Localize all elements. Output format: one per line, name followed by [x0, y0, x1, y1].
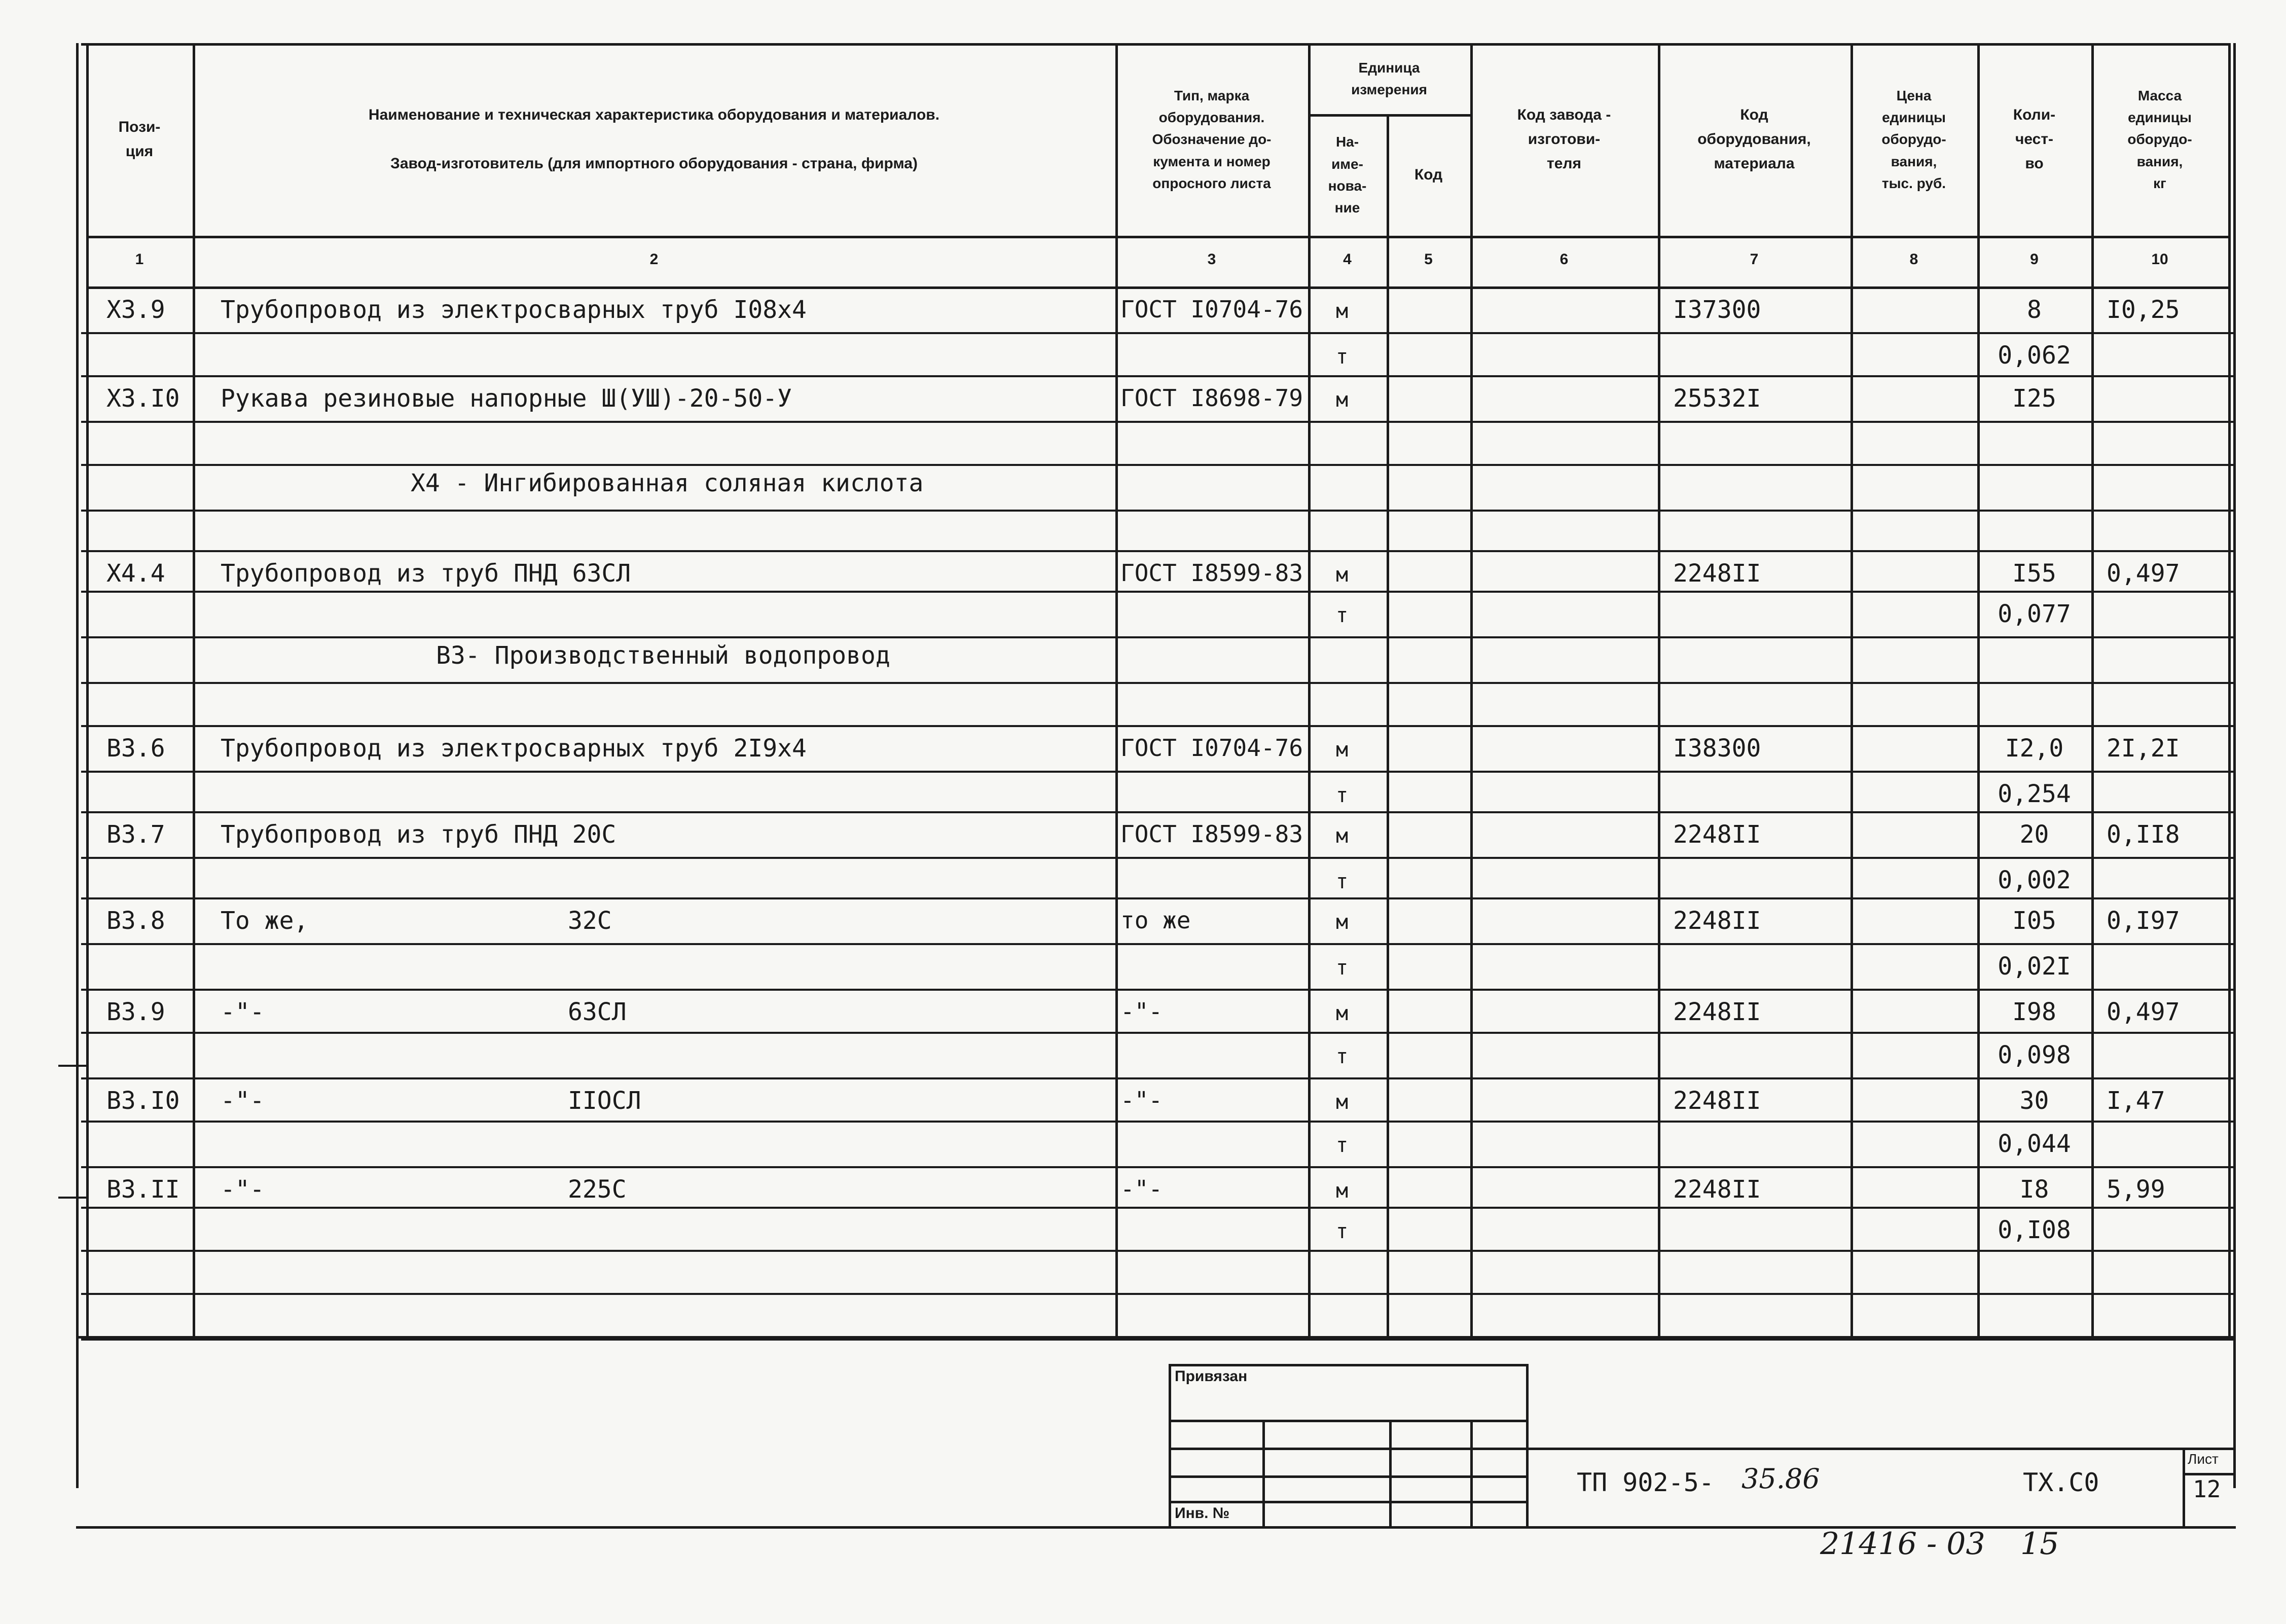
column-number: 5	[1424, 251, 1433, 268]
table-row-divider	[81, 857, 2236, 859]
row-equipment-code: 2248II	[1673, 1087, 1761, 1115]
column-number: 6	[1559, 251, 1569, 268]
sheet-box-left	[2183, 1448, 2185, 1526]
row-document: ГОСТ I0704-76	[1120, 734, 1303, 762]
row-unit: т	[1336, 870, 1349, 893]
table-row-divider	[81, 1166, 2236, 1168]
row-quantity: 20	[2019, 820, 2049, 849]
row-name: -"-	[221, 1175, 265, 1204]
table-row-divider	[81, 464, 2236, 466]
row-document: ГОСТ I0704-76	[1120, 296, 1303, 323]
row-quantity: 8	[2027, 296, 2042, 324]
row-unit: т	[1336, 604, 1349, 627]
header-bottom-border	[86, 236, 2228, 238]
column-number: 10	[2151, 251, 2168, 268]
row-document: -"-	[1120, 1087, 1163, 1114]
row-unit-mass: 0,497	[2107, 998, 2180, 1026]
row-unit: т	[1336, 784, 1349, 807]
row-equipment-code: 2248II	[1673, 820, 1761, 849]
header-quantity: Коли- чест- во	[2013, 106, 2056, 172]
row-unit: т	[1336, 1220, 1349, 1243]
row-quantity: 30	[2019, 1087, 2049, 1115]
row-quantity: I55	[2012, 559, 2056, 588]
table-column-divider	[1658, 43, 1660, 1339]
row-quantity: 0,I08	[1998, 1216, 2071, 1244]
row-name: Трубопровод из электросварных труб I08х4	[221, 296, 807, 324]
row-quantity: I25	[2012, 384, 2056, 413]
sheet-number: 12	[2193, 1475, 2221, 1503]
table-row-divider	[81, 375, 2236, 377]
row-quantity: I2,0	[2005, 734, 2064, 763]
row-unit: м	[1336, 738, 1349, 762]
table-row-divider	[81, 510, 2236, 512]
table-row-divider	[81, 897, 2236, 899]
row-equipment-code: I38300	[1673, 734, 1761, 763]
title-block-divider	[1389, 1420, 1392, 1526]
row-name: Трубопровод из электросварных труб 2I9х4	[221, 734, 807, 763]
row-equipment-code: 25532I	[1673, 384, 1761, 413]
column-number: 4	[1343, 251, 1352, 268]
row-name-size: 63СЛ	[568, 998, 627, 1026]
row-unit-mass: 0,497	[2107, 559, 2180, 588]
table-column-divider	[1115, 43, 1118, 1339]
table-row-divider	[81, 682, 2236, 684]
row-quantity: 0,062	[1998, 341, 2071, 370]
row-unit: т	[1336, 345, 1349, 369]
inventory-number-label: Инв. №	[1175, 1505, 1230, 1522]
row-position: Х4.4	[106, 559, 165, 588]
row-unit-mass: 5,99	[2107, 1175, 2165, 1204]
header-unit-group: Единица измерения	[1351, 59, 1427, 97]
table-row-divider	[81, 811, 2236, 813]
table-column-divider	[2091, 43, 2094, 1339]
document-code-handwritten: 35.86	[1741, 1463, 1820, 1495]
document-code: ТП 902-5-	[1577, 1468, 1714, 1497]
sheet-label: Лист	[2188, 1451, 2219, 1467]
row-name: Трубопровод из труб ПНД 63СЛ	[221, 559, 631, 588]
row-name: Трубопровод из труб ПНД 20С	[221, 820, 616, 849]
table-row-divider	[81, 421, 2236, 423]
row-position: Х3.9	[106, 296, 165, 324]
row-equipment-code: 2248II	[1673, 907, 1761, 935]
row-position: В3.8	[106, 907, 165, 935]
row-unit: т	[1336, 1134, 1349, 1157]
header-name: Наименование и техническая характеристика оборудования и материалов. Завод-изготовитель (для импортного оборудования - страна, фирма)	[368, 106, 940, 172]
row-document: ГОСТ I8599-83	[1120, 559, 1303, 587]
table-row-divider	[81, 1077, 2236, 1079]
table-column-divider	[1850, 43, 1853, 1339]
row-unit-mass: 2I,2I	[2107, 734, 2180, 763]
sheet-left-border	[76, 43, 79, 1488]
table-row-divider	[81, 1339, 2236, 1341]
table-row-divider	[81, 636, 2236, 638]
table-row-divider	[81, 1032, 2236, 1034]
title-block-top	[1169, 1364, 1526, 1366]
row-quantity: 0,254	[1998, 780, 2071, 808]
stamp-top-line	[1526, 1448, 2233, 1450]
title-block-right	[1526, 1364, 1529, 1526]
privyazan-label: Привязан	[1175, 1368, 1248, 1385]
column-number: 1	[135, 251, 144, 268]
row-unit-mass: 0,I97	[2107, 907, 2180, 935]
row-name: -"-	[221, 1087, 265, 1115]
sheet-right-border	[2233, 43, 2236, 1488]
row-quantity: 0,077	[1998, 600, 2071, 628]
column-number: 8	[1909, 251, 1918, 268]
table-row-divider	[81, 1121, 2236, 1123]
col-numbers-bottom-border	[86, 286, 2228, 289]
title-block-divider	[1262, 1420, 1265, 1526]
table-row-divider	[81, 332, 2236, 334]
header-unit-code: Код	[1414, 166, 1443, 183]
row-equipment-code: 2248II	[1673, 559, 1761, 588]
table-row-divider	[81, 1250, 2236, 1252]
header-type-document: Тип, марка оборудования. Обозначение до- кумента и номер опросного листа	[1152, 87, 1272, 192]
header-factory-code: Код завода - изготови- теля	[1517, 106, 1611, 172]
table-row-divider	[81, 591, 2236, 593]
header-equipment-code: Код оборудования, материала	[1697, 106, 1811, 172]
row-document: ГОСТ I8599-83	[1120, 820, 1303, 848]
row-position: В3.II	[106, 1175, 180, 1204]
table-row-divider	[81, 943, 2236, 945]
column-number: 9	[2030, 251, 2039, 268]
row-unit: м	[1336, 1002, 1349, 1025]
margin-tick	[58, 1197, 86, 1199]
row-quantity: I8	[2019, 1175, 2049, 1204]
row-quantity: 0,02I	[1998, 952, 2071, 981]
section-heading-v3: В3- Производственный водопровод	[436, 641, 890, 670]
row-position: Х3.I0	[106, 384, 180, 413]
row-unit: м	[1336, 300, 1349, 323]
table-column-divider	[2228, 43, 2231, 1339]
table-row-divider	[81, 550, 2236, 552]
row-quantity: I05	[2012, 907, 2056, 935]
header-unit-price: Цена единицы оборудо- вания, тыс. руб.	[1881, 87, 1946, 192]
row-name-size: IIОСЛ	[568, 1087, 641, 1115]
table-row-divider	[81, 989, 2236, 991]
row-position: В3.6	[106, 734, 165, 763]
row-position: В3.I0	[106, 1087, 180, 1115]
row-equipment-code: I37300	[1673, 296, 1761, 324]
table-column-divider	[86, 43, 89, 1339]
row-unit: м	[1336, 1091, 1349, 1114]
row-document: то же	[1120, 907, 1191, 934]
row-position: В3.7	[106, 820, 165, 849]
row-document: -"-	[1120, 1175, 1163, 1203]
table-row-divider	[81, 1293, 2236, 1295]
row-document: -"-	[1120, 998, 1163, 1025]
row-position: В3.9	[106, 998, 165, 1026]
column-number: 3	[1207, 251, 1216, 268]
section-heading-x4: Х4 - Ингибированная соляная кислота	[411, 469, 924, 497]
table-column-divider	[1387, 114, 1389, 1339]
row-unit: т	[1336, 956, 1349, 980]
table-row-divider	[81, 725, 2236, 727]
row-unit: м	[1336, 1179, 1349, 1203]
row-quantity: 0,098	[1998, 1041, 2071, 1069]
title-block-left	[1169, 1364, 1171, 1526]
row-name: -"-	[221, 998, 265, 1026]
row-equipment-code: 2248II	[1673, 998, 1761, 1026]
table-column-divider	[193, 43, 195, 1339]
row-document: ГОСТ I8698-79	[1120, 384, 1303, 412]
row-name-size: 225С	[568, 1175, 627, 1204]
column-number: 7	[1750, 251, 1759, 268]
row-unit-mass: I0,25	[2107, 296, 2180, 324]
row-equipment-code: 2248II	[1673, 1175, 1761, 1204]
footer-handwritten-number: 21416 - 03	[1820, 1526, 1985, 1562]
row-unit: т	[1336, 1045, 1349, 1068]
row-unit-mass: I,47	[2107, 1087, 2165, 1115]
footer-handwritten-page: 15	[2020, 1526, 2059, 1562]
row-name: Рукава резиновые напорные Ш(УШ)-20-50-У	[221, 384, 792, 413]
table-row-divider	[81, 1207, 2236, 1209]
row-quantity: I98	[2012, 998, 2056, 1026]
row-quantity: 0,044	[1998, 1130, 2071, 1158]
title-block-divider	[1470, 1420, 1473, 1526]
table-column-divider	[1470, 43, 1473, 1339]
row-unit: м	[1336, 911, 1349, 934]
header-position: Пози- ция	[118, 119, 161, 160]
row-name-size: 32С	[568, 907, 612, 935]
row-unit: м	[1336, 563, 1349, 587]
margin-tick	[58, 1065, 86, 1067]
column-number: 2	[649, 251, 659, 268]
row-quantity: 0,002	[1998, 866, 2071, 894]
document-mark: ТХ.С0	[2023, 1468, 2099, 1497]
table-bottom-border	[76, 1336, 2236, 1339]
table-column-divider	[1308, 43, 1311, 1339]
row-unit: м	[1336, 824, 1349, 848]
row-unit-mass: 0,II8	[2107, 820, 2180, 849]
header-unit-mass: Масса единицы оборудо- вания, кг	[2127, 87, 2192, 192]
row-name: То же,	[221, 907, 309, 935]
header-unit-name: На- име- нова- ние	[1328, 134, 1367, 216]
row-unit: м	[1336, 388, 1349, 412]
table-row-divider	[81, 771, 2236, 773]
